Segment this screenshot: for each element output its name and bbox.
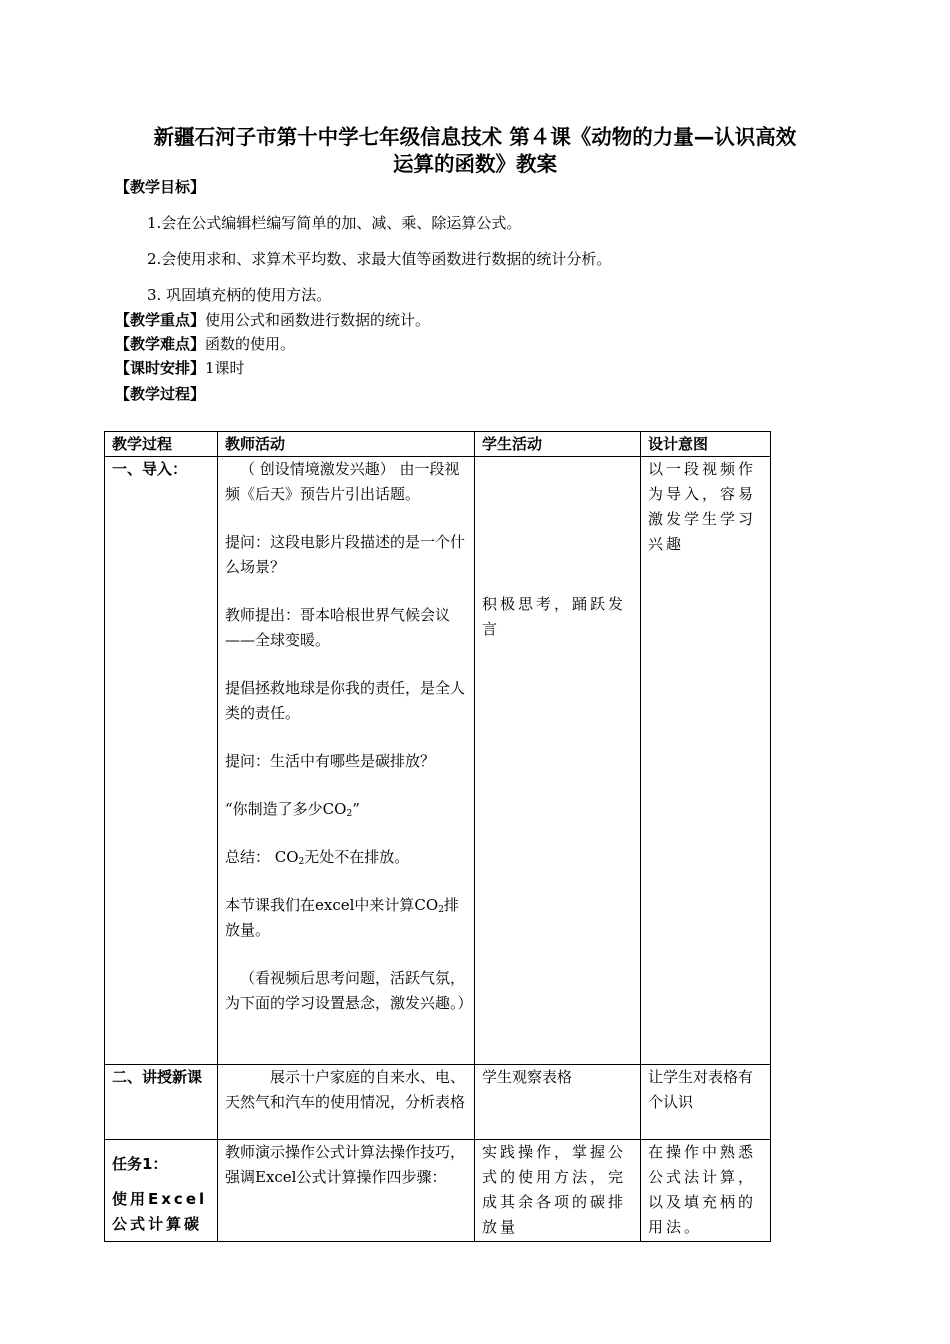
key-point-text: 使用公式和函数进行数据的统计。: [205, 311, 431, 329]
design-intent-cell: 以一段视频作为导入，容易激发学生学习兴趣: [641, 457, 771, 1065]
co2-question-close: ”: [352, 800, 360, 818]
objective-item-3: 3. 巩固填充柄的使用方法。: [147, 286, 332, 304]
header-stage: 教学过程: [105, 432, 218, 457]
process-heading: [115, 384, 205, 404]
difficulty-line: [115, 334, 295, 354]
teacher-activity-cell: 教师演示操作公式计算法操作技巧，强调Excel公式计算操作四步骤：: [218, 1140, 475, 1242]
stage-cell: 二、讲授新课: [105, 1065, 218, 1140]
table-row: [105, 1140, 771, 1242]
excel-text: 本节课我们在excel中来计算CO: [225, 896, 439, 914]
header-teacher: 教师活动: [218, 432, 475, 457]
difficulty-label: 【教学难点】: [115, 335, 206, 353]
co2-question-text: “你制造了多少CO: [225, 800, 347, 818]
student-activity-cell: 实践操作，掌握公式的使用方法，完成其余各项的碳排放量: [475, 1140, 641, 1242]
student-activity-cell: 学生观察表格: [475, 1065, 641, 1140]
student-activity-text: 积极思考，踊跃发言: [482, 595, 627, 638]
table-row: [105, 1065, 771, 1140]
header-student: 学生活动: [475, 432, 641, 457]
teacher-line-9: （看视频后思考问题，活跃气氛，为下面的学习设置悬念，激发兴趣。）: [225, 969, 473, 1012]
key-point-label: 【教学重点】: [115, 311, 206, 329]
task-description: 使用Excel公式计算碳: [112, 1190, 208, 1233]
teacher-line-7: [225, 845, 467, 870]
header-intent: 设计意图: [641, 432, 771, 457]
process-label: 【教学过程】: [115, 385, 206, 403]
teacher-line-6: [225, 797, 467, 822]
summary-tail: 无处不在排放。: [304, 848, 410, 866]
teacher-line-1: （ 创设情境激发兴趣） 由一段视频《后天》预告片引出话题。: [225, 460, 460, 503]
co2-subscript: 2: [438, 905, 444, 915]
difficulty-text: 函数的使用。: [205, 335, 296, 353]
excel-tail: 排放量。: [225, 896, 459, 939]
teacher-line-5: 提问：生活中有哪些是碳排放？: [225, 752, 436, 770]
co2-subscript: 2: [346, 809, 353, 819]
teacher-line-8: [225, 893, 467, 943]
title-line-2: 运算的函数》教案: [393, 152, 557, 176]
teacher-activity-cell: [218, 457, 475, 1065]
schedule-text: 1课时: [205, 359, 245, 377]
task-label: 任务1：: [112, 1155, 168, 1173]
teacher-line-4: 提倡拯救地球是你我的责任，是全人类的责任。: [225, 679, 466, 722]
key-point-line: [115, 310, 430, 330]
co2-subscript: 2: [298, 857, 305, 867]
design-intent-cell: 在操作中熟悉公式法计算，以及填充柄的用法。: [641, 1140, 771, 1242]
teacher-activity-cell: [218, 1065, 475, 1140]
lesson-table: [104, 431, 771, 1242]
title-line-1: 新疆石河子市第十中学七年级信息技术 第４课《动物的力量—认识高效: [153, 125, 797, 149]
document-title: [110, 124, 840, 178]
table-row: [105, 457, 771, 1065]
summary-text: 总结： CO: [225, 848, 299, 866]
teacher-line-2: 提问：这段电影片段描述的是一个什么场景？: [225, 533, 466, 576]
student-activity-cell: [475, 457, 641, 1065]
stage-cell: 一、导入：: [105, 457, 218, 1065]
teacher-line-3: 教师提出：哥本哈根世界气候会议——全球变暖。: [225, 606, 451, 649]
table-header-row: [105, 432, 771, 457]
design-intent-cell: 让学生对表格有个认识: [641, 1065, 771, 1140]
teacher-text: 展示十户家庭的自来水、电、天然气和汽车的使用情况，分析表格: [225, 1068, 466, 1111]
objective-item-1: 1.会在公式编辑栏编写简单的加、减、乘、除运算公式。: [147, 214, 522, 232]
schedule-label: 【课时安排】: [115, 359, 206, 377]
objectives-label: 【教学目标】: [115, 178, 206, 196]
stage-cell: [105, 1140, 218, 1242]
objectives-heading: [115, 177, 205, 197]
objective-item-2: 2.会使用求和、求算术平均数、求最大值等函数进行数据的统计分析。: [147, 250, 612, 268]
schedule-line: [115, 358, 245, 378]
